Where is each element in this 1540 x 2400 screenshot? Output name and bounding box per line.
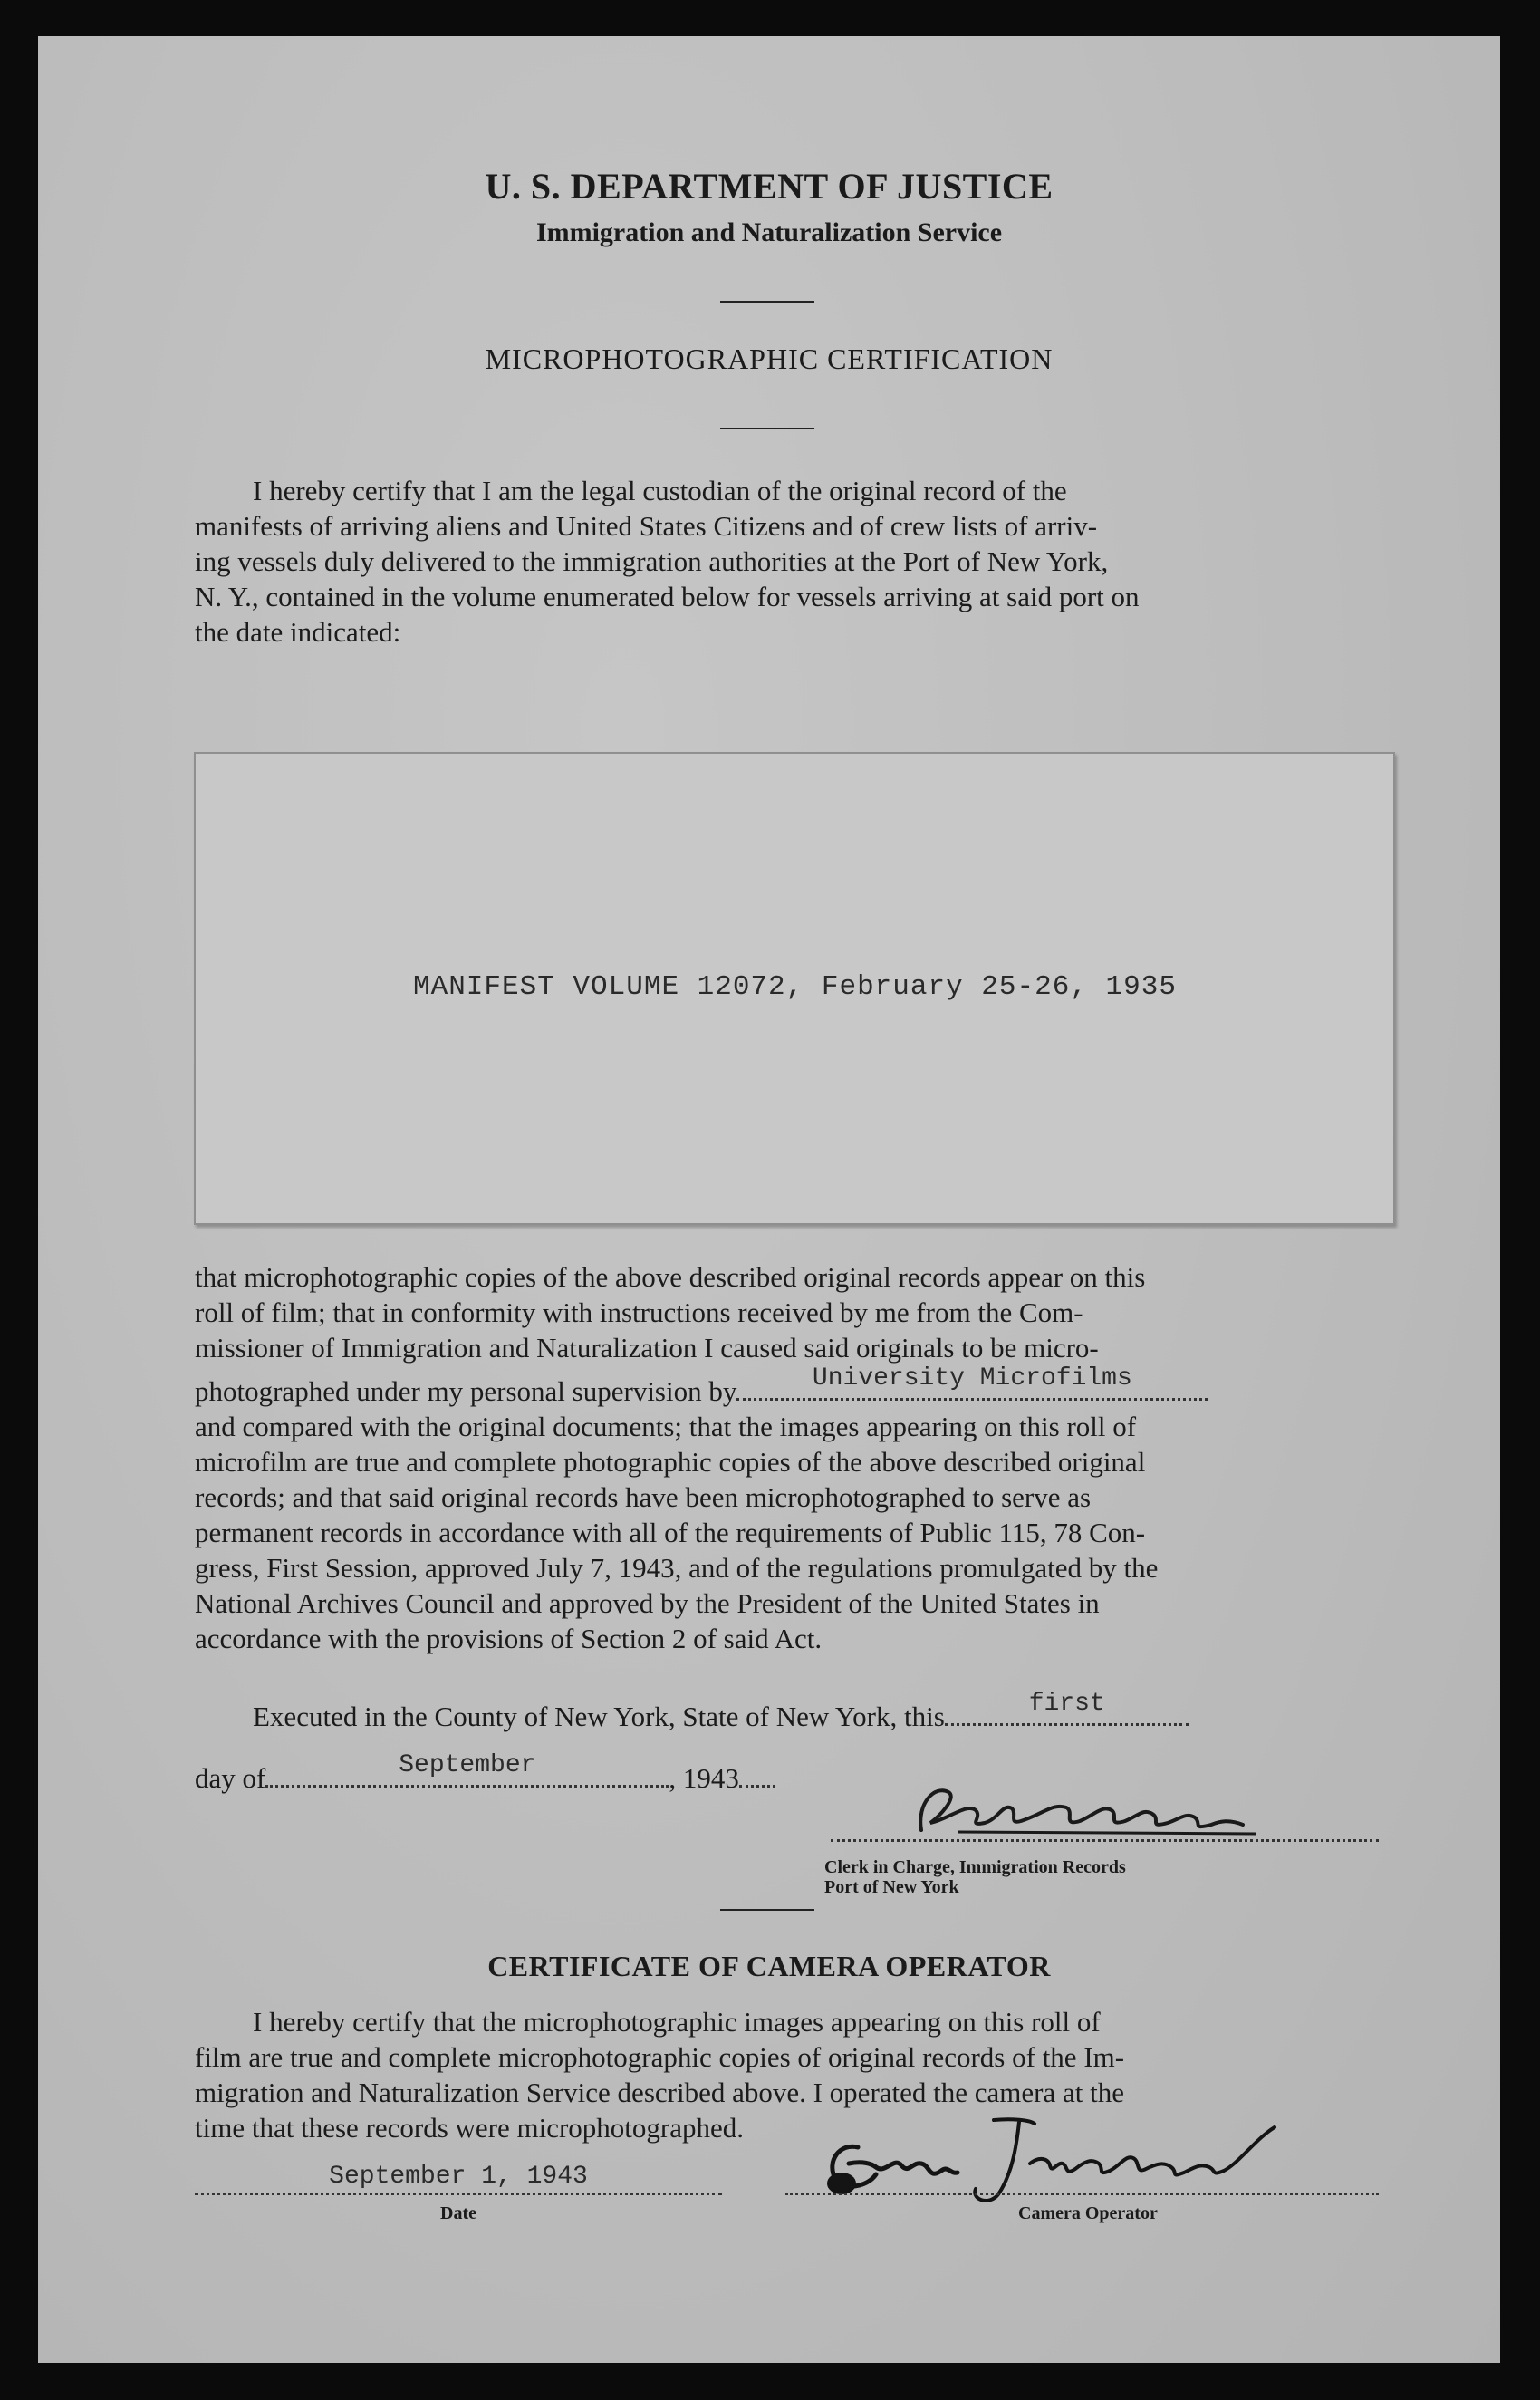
divider: [720, 1909, 814, 1911]
operator-date-field: [195, 2156, 722, 2195]
intro-line: manifests of arriving aliens and United States Citizens and of crew lists of arriv-: [195, 510, 1098, 542]
operator-line: film are true and complete microphotographic copies of original records of the Im-: [195, 2041, 1125, 2073]
body-line: accordance with the provisions of Section 2 of said Act.: [195, 1623, 823, 1654]
body-line: that microphotographic copies of the above described original records appear on this: [195, 1261, 1146, 1293]
operator-signature: [785, 2111, 1379, 2202]
operator-line: time that these records were microphotographed.: [195, 2112, 744, 2144]
intro-line: the date indicated:: [195, 616, 401, 648]
intro-line: ing vessels duly delivered to the immigration authorities at the Port of New York,: [195, 545, 1109, 577]
volume-slip: [194, 752, 1395, 1225]
body-line: records; and that said original records have been microphotographed to serve as: [195, 1481, 1092, 1513]
body-line: gress, First Session, approved July 7, 1943, and of the regulations promulgated by the: [195, 1552, 1159, 1584]
body-line: and compared with the original documents; that the images appearing on this roll of: [195, 1411, 1137, 1442]
intro-paragraph: [195, 473, 1380, 650]
camera-operator-heading: CERTIFICATE OF CAMERA OPERATOR: [487, 1950, 1051, 1982]
manifest-volume-label: MANIFEST VOLUME 12072, February 25-26, 1935: [413, 971, 1177, 1003]
divider: [720, 428, 814, 429]
date-label: Date: [440, 2203, 476, 2223]
divider: [720, 301, 814, 303]
operator-signature-line: [785, 2111, 1379, 2202]
body-line: roll of film; that in conformity with instructions received by me from the Com-: [195, 1296, 1083, 1328]
clerk-title: Clerk in Charge, Immigration Records Port of New York: [824, 1857, 1126, 1897]
body-line: microfilm are true and complete photographic copies of the above described original: [195, 1446, 1146, 1478]
operator-line: I hereby certify that the microphotographic images appearing on this roll of: [253, 2006, 1101, 2038]
operator-line: migration and Naturalization Service described above. I operated the camera at the: [195, 2077, 1124, 2108]
day-field: first: [945, 1696, 1189, 1726]
body-line: permanent records in accordance with all of the requirements of Public 115, 78 Con-: [195, 1517, 1146, 1548]
execution-line: Executed in the County of New York, State of New York, this first: [195, 1696, 1380, 1734]
department-title: U. S. DEPARTMENT OF JUSTICE: [485, 166, 1054, 207]
supervised-by-field: University Microfilms: [736, 1371, 1208, 1401]
body-paragraph: [195, 1259, 1380, 1656]
clerk-signature: [831, 1767, 1379, 1848]
date-line: day of September , 1943: [195, 1758, 775, 1796]
camera-operator-label: Camera Operator: [1018, 2203, 1158, 2223]
operator-dotted-line: [785, 2193, 1379, 2195]
body-line: National Archives Council and approved by the President of the United States in: [195, 1587, 1100, 1619]
operator-date-value: September 1, 1943: [329, 2163, 588, 2191]
certification-title: MICROPHOTOGRAPHIC CERTIFICATION: [485, 342, 1054, 375]
year-dots: [739, 1758, 775, 1788]
document-page: [38, 36, 1500, 2363]
clerk-dotted-line: [831, 1839, 1379, 1842]
intro-line: N. Y., contained in the volume enumerated below for vessels arriving at said port on: [195, 581, 1140, 612]
clerk-signature-line: [831, 1767, 1379, 1848]
service-subtitle: Immigration and Naturalization Service: [535, 217, 1003, 247]
body-line: missioner of Immigration and Naturalization I caused said originals to be micro-: [195, 1332, 1099, 1364]
month-field: September: [265, 1758, 669, 1788]
intro-line: I hereby certify that I am the legal custodian of the original record of the: [253, 475, 1067, 506]
supervision-line: photographed under my personal supervision by University Microfilms: [195, 1371, 1380, 1409]
